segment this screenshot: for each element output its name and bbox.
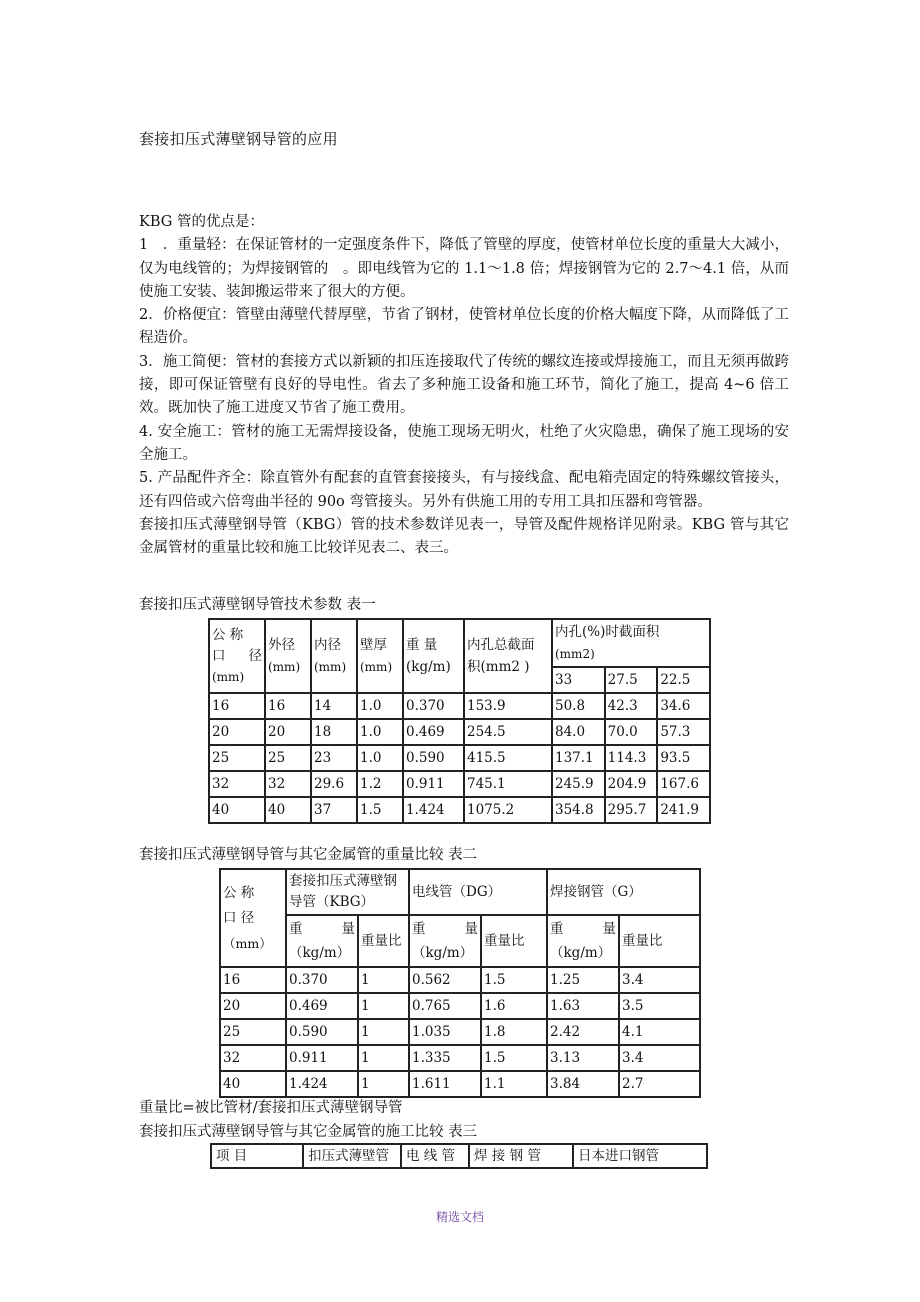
header-wall-thickness (357, 619, 403, 693)
table-cell: 1.335 (409, 1045, 481, 1071)
paragraph-price: 2．价格便宜：管壁由薄壁代替厚壁，节省了钢材，使管材单位长度的价格大幅度下降，从而降低了工程造价。 (139, 307, 789, 347)
table-row (220, 993, 700, 1019)
table-cell: 3.84 (547, 1071, 619, 1097)
header-g: 焊接钢管（G） (547, 869, 700, 915)
table-cell: 3.4 (619, 967, 700, 993)
table-cell: 1.6 (481, 993, 547, 1019)
header-dg: 电线管（DG） (409, 869, 547, 915)
table-cell: 1.0 (357, 693, 403, 719)
header-text: 量 (341, 921, 355, 937)
table-cell: 245.9 (552, 771, 605, 797)
table-cell: 4.1 (619, 1019, 700, 1045)
header-text-stretch (212, 646, 262, 667)
table1-body (209, 693, 710, 823)
header-text: 公 称 (223, 884, 255, 901)
table-cell: 153.9 (464, 693, 552, 719)
header-g-weight (547, 915, 619, 967)
table-cell: 1.5 (481, 1045, 547, 1071)
header-dg: 电 线 管 (401, 1144, 469, 1168)
header-pct-33: 33 (552, 667, 605, 693)
table-cell: 1 (358, 967, 409, 993)
table3-caption: 套接扣压式薄壁钢导管与其它金属管的施工比较 表三 (139, 1124, 478, 1140)
table-row (209, 797, 710, 823)
table-cell: 70.0 (605, 719, 658, 745)
table-cell: 1.1 (481, 1071, 547, 1097)
table-row (220, 1045, 700, 1071)
page-footer: 精选文档 (435, 1210, 484, 1224)
header-unit: (kg/m) (406, 659, 451, 675)
table-cell: 16 (220, 967, 286, 993)
table-cell: 0.765 (409, 993, 481, 1019)
header-inner-diameter (311, 619, 357, 693)
table-cell: 84.0 (552, 719, 605, 745)
table-cell: 0.469 (286, 993, 358, 1019)
table-cell: 14 (311, 693, 357, 719)
header-weight (403, 619, 464, 693)
table-cell: 1.424 (403, 797, 464, 823)
header-g: 焊 接 钢 管 (469, 1144, 573, 1168)
header-inner-area (464, 619, 552, 693)
header-unit: （kg/m） (412, 945, 474, 961)
header-unit: 积(mm2 ) (467, 659, 530, 675)
technical-parameters-table (208, 618, 711, 824)
header-kbg-ratio: 重量比 (358, 915, 409, 967)
table-row (220, 967, 700, 993)
table-cell: 16 (209, 693, 265, 719)
header-unit: （kg/m） (289, 945, 351, 961)
table-cell: 1075.2 (464, 797, 552, 823)
paragraph-tables-intro: 套接扣压式薄壁钢导管（KBG）管的技术参数详见表一，导管及配件规格详见附录。KBG 管与其它金属管材的重量比较和施工比较详见表二、表三。 (139, 516, 789, 557)
header-kbg: 套接扣压式薄壁钢导管（KBG） (286, 869, 409, 915)
header-unit: （kg/m） (550, 945, 612, 961)
header-text-stretch (412, 917, 478, 941)
table-cell: 25 (209, 745, 265, 771)
paragraph-weight: 1 ．重量轻：在保证管材的一定强度条件下，降低了管壁的厚度，使管材单位长度的重量大大减小，仅为电线管的；为焊接钢管的 。即电线管为它的 1.1～1.8 倍；焊接钢管为它的 2.7～4.1 倍，从而使施工安装、装卸搬运带来了很大的方便。 (139, 237, 789, 300)
table-cell: 1 (358, 1045, 409, 1071)
header-text: 内径 (314, 637, 341, 653)
table-cell: 241.9 (657, 797, 710, 823)
table-row (220, 1019, 700, 1045)
table-row (220, 1071, 700, 1097)
table-cell: 32 (265, 771, 311, 797)
table-cell: 50.8 (552, 693, 605, 719)
table-cell: 40 (220, 1071, 286, 1097)
header-pct-22-5: 22.5 (657, 667, 710, 693)
table-cell: 1.424 (286, 1071, 358, 1097)
header-item: 项 目 (211, 1144, 303, 1168)
table-cell: 20 (220, 993, 286, 1019)
table-cell: 1.8 (481, 1019, 547, 1045)
header-g-ratio: 重量比 (619, 915, 700, 967)
table-cell: 1.611 (409, 1071, 481, 1097)
table-cell: 1 (358, 1071, 409, 1097)
table-cell: 1 (358, 1019, 409, 1045)
table2-body (220, 967, 700, 1097)
table-cell: 25 (220, 1019, 286, 1045)
header-text: 内孔(%)时截面积 (555, 624, 660, 640)
table-header-row (211, 1144, 707, 1168)
table2-caption: 套接扣压式薄壁钢导管与其它金属管的重量比较 表二 (139, 847, 478, 863)
table-cell: 2.7 (619, 1071, 700, 1097)
table-cell: 57.3 (657, 719, 710, 745)
header-text: 径 (248, 647, 262, 664)
document-title: 套接扣压式薄壁钢导管的应用 (139, 130, 338, 148)
table-cell: 0.911 (403, 771, 464, 797)
header-text: 内孔总截面 (467, 637, 535, 653)
table-cell: 1.0 (357, 719, 403, 745)
table-cell: 295.7 (605, 797, 658, 823)
header-dg-ratio: 重量比 (481, 915, 547, 967)
paragraph-construction: 3．施工简便：管材的套接方式以新颖的扣压连接取代了传统的螺纹连接或焊接施工，而且无须再做跨接，即可保证管壁有良好的导电性。省去了多种施工设备和施工环节，简化了施工，提高 4~6 倍工效。既加快了施工进度又节省了施工费用。 (139, 353, 789, 417)
table-cell: 29.6 (311, 771, 357, 797)
header-unit: (mm) (314, 660, 347, 674)
paragraph-safety: 4. 安全施工：管材的施工无需焊接设备，使施工现场无明火，杜绝了火灾隐患，确保了施工现场的安全施工。 (139, 423, 789, 463)
table-cell: 167.6 (657, 771, 710, 797)
header-text: 外径 (268, 637, 295, 653)
header-text: 壁厚 (360, 637, 387, 653)
document-body (139, 211, 789, 560)
table-cell: 2.42 (547, 1019, 619, 1045)
table-cell: 1.25 (547, 967, 619, 993)
construction-comparison-table (210, 1143, 708, 1169)
header-dg-weight (409, 915, 481, 967)
header-text: 公 称 (212, 626, 244, 643)
table-cell: 0.911 (286, 1045, 358, 1071)
table-subheader-row (220, 915, 700, 967)
table-cell: 0.590 (403, 745, 464, 771)
header-japan: 日本进口钢管 (573, 1144, 707, 1168)
header-unit: (mm2) (555, 647, 595, 661)
table-header-row (220, 869, 700, 915)
table-cell: 204.9 (605, 771, 658, 797)
table-cell: 114.3 (605, 745, 658, 771)
table-cell: 0.370 (403, 693, 464, 719)
table-cell: 40 (209, 797, 265, 823)
header-unit: (mm) (212, 669, 245, 684)
table-cell: 34.6 (657, 693, 710, 719)
table-cell: 1.0 (357, 745, 403, 771)
header-nominal-diameter (220, 869, 286, 967)
table-cell: 1.2 (357, 771, 403, 797)
header-unit: (mm) (360, 660, 393, 674)
header-unit: (mm) (268, 660, 301, 674)
header-kbg-weight (286, 915, 358, 967)
header-nominal-diameter (209, 619, 265, 693)
table-cell: 20 (209, 719, 265, 745)
header-pct-27-5: 27.5 (605, 667, 658, 693)
header-text: 重 (550, 921, 564, 937)
header-text: 重 量 (406, 637, 438, 653)
table-cell: 1 (358, 993, 409, 1019)
table-cell: 1.5 (357, 797, 403, 823)
table-cell: 1.035 (409, 1019, 481, 1045)
header-unit: （mm） (223, 935, 272, 951)
header-text-stretch (550, 917, 616, 941)
table-cell: 37 (311, 797, 357, 823)
table-cell: 42.3 (605, 693, 658, 719)
header-text: 口 (212, 647, 226, 664)
table-row (209, 745, 710, 771)
table-cell: 415.5 (464, 745, 552, 771)
table-cell: 1.63 (547, 993, 619, 1019)
table-cell: 0.562 (409, 967, 481, 993)
header-text: 量 (464, 921, 478, 937)
table-cell: 0.590 (286, 1019, 358, 1045)
weight-comparison-table (219, 868, 701, 1098)
table-cell: 25 (265, 745, 311, 771)
header-text: 量 (602, 921, 616, 937)
table-cell: 745.1 (464, 771, 552, 797)
header-text-stretch (289, 917, 355, 941)
table-header-row (209, 619, 710, 667)
table1-caption: 套接扣压式薄壁钢导管技术参数 表一 (139, 597, 376, 613)
table-cell: 3.5 (619, 993, 700, 1019)
table-cell: 40 (265, 797, 311, 823)
table-row (209, 693, 710, 719)
table-cell: 20 (265, 719, 311, 745)
table-cell: 23 (311, 745, 357, 771)
table-cell: 16 (265, 693, 311, 719)
table-cell: 254.5 (464, 719, 552, 745)
table-cell: 0.469 (403, 719, 464, 745)
advantages-heading: KBG 管的优点是： (139, 214, 264, 230)
header-text: 重 (289, 921, 303, 937)
table-cell: 1.5 (481, 967, 547, 993)
table-cell: 18 (311, 719, 357, 745)
table-row (209, 771, 710, 797)
table-cell: 32 (220, 1045, 286, 1071)
header-text: 重 (412, 921, 426, 937)
table-cell: 93.5 (657, 745, 710, 771)
table-row (209, 719, 710, 745)
table-cell: 354.8 (552, 797, 605, 823)
table-cell: 0.370 (286, 967, 358, 993)
table-cell: 3.13 (547, 1045, 619, 1071)
header-kbg: 扣压式薄壁管 (303, 1144, 401, 1168)
header-outer-diameter (265, 619, 311, 693)
table-cell: 137.1 (552, 745, 605, 771)
header-text: 口 径 (223, 909, 255, 926)
header-percent-area (552, 619, 710, 667)
paragraph-accessories: 5. 产品配件齐全：除直管外有配套的直管套接接头，有与接线盒、配电箱壳固定的特殊螺纹管接头，还有四倍或六倍弯曲半径的 90o 弯管接头。另外有供施工用的专用工具扣压器和弯管器。 (139, 470, 789, 510)
weight-ratio-note: 重量比=被比管材/套接扣压式薄壁钢导管 (139, 1100, 403, 1116)
table-cell: 32 (209, 771, 265, 797)
table-cell: 3.4 (619, 1045, 700, 1071)
